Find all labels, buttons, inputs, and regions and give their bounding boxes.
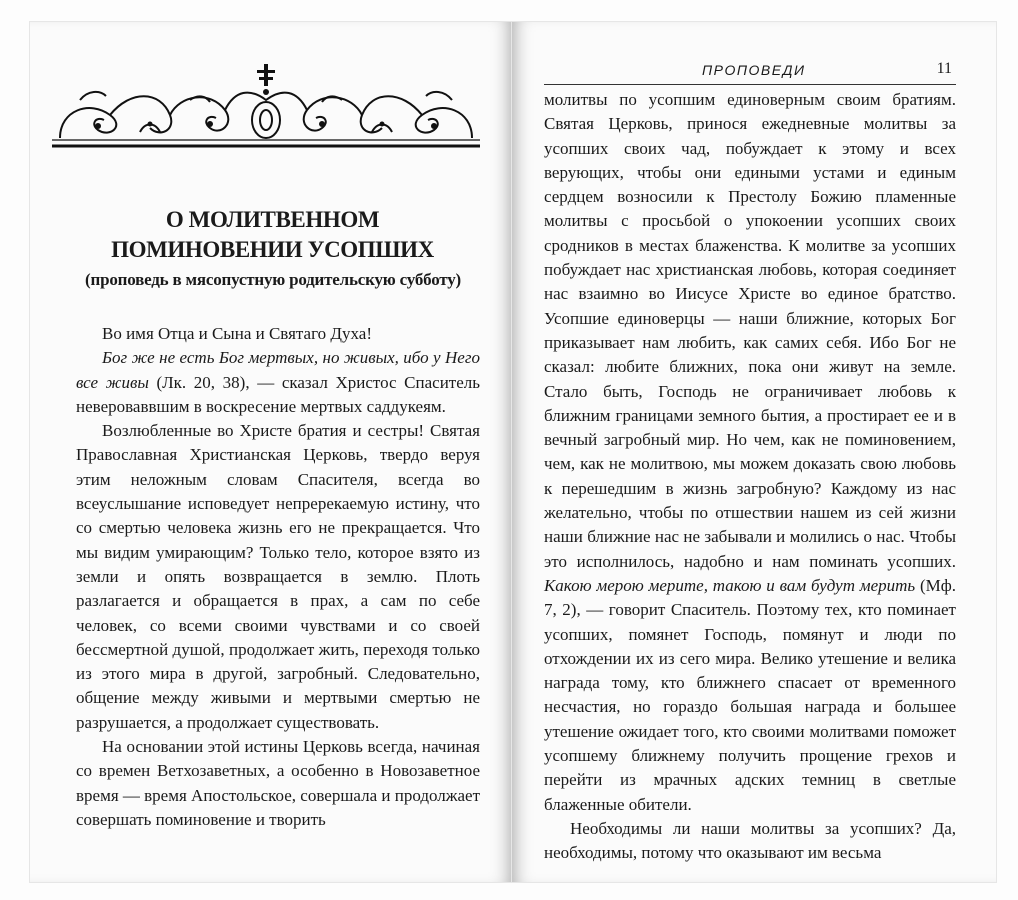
running-head-title: ПРОПОВЕДИ: [702, 62, 806, 78]
body-paragraph: На основании этой истины Церковь всегда, начиная со времен Ветхозаветных, а особенно в Новозаветное время — время Апостольское, совершала и продолжает совершать поминовение и творить: [76, 737, 481, 829]
body-text: (Мф. 7, 2), — говорит Спаситель. Поэтому тех, кто поминает усопших, помянет Господь, помянут и люди по отхождении их из сего мира. Велико утешение и велика награда тому, кто ближнего спасает от временного несчастия, но гораздо большая награда и большее утешение ожидает того, кто своими молитвами поможет усопшему ближнему получить прощение грехов и перейти из мрачных адских темниц в светлые блаженные обители.: [544, 575, 956, 814]
body-paragraph: Необходимы ли наши молитвы за усопших? Да, необходимы, потому что оказывают им весьма: [544, 818, 956, 863]
scripture-quote: Какою мерою мерите, такою и вам будут мерить: [544, 575, 916, 595]
invocation-line: Во имя Отца и Сына и Святаго Духа!: [102, 324, 372, 343]
sermon-title-line-2: ПОМИНОВЕНИИ УСОПШИХ: [111, 237, 434, 262]
ornamental-headpiece-icon: [50, 60, 482, 152]
sermon-subtitle: (проповедь в мясопустную родительскую субботу): [85, 270, 461, 289]
body-paragraph: [544, 88, 956, 817]
page-number: 11: [936, 60, 952, 77]
running-header: [544, 60, 956, 85]
scripture-reference: (Лк. 20, 38), — сказал Христос Спаситель невероваввшим в воскресение мертвых саддукеям.: [76, 372, 480, 416]
scripture-quote: Бог же не есть Бог мертвых, но живых, ибо у Него все живы: [76, 348, 480, 392]
sermon-title: [70, 205, 475, 265]
body-paragraph: Возлюбленные во Христе братия и сестры! Святая Православная Христианская Церковь, твердо веруя этим неложным словам Спасителя, всегда во всеуслышание исповедует непререкаемую истину, что со смертью человека жизнь его не прекращается. Что мы видим умирающим? Только тело, которое взято из земли и опять возвращается в землю. Плоть разлагается и обращается в прах, а сам по себе человек, со всеми своими чувствами и со своей бессмертной душой, продолжает жить, переходя только из этого мира в другой, загробный. Следовательно, общение между живыми и мертвыми смертью не разрушается, а продолжает существовать.: [76, 421, 480, 732]
right-page-body: [544, 88, 956, 866]
body-text: молитвы по усопшим единоверным своим братиям. Святая Церковь, принося ежедневные молитвы за усопших своих чад, побуждает к этому и всех верующих, чтобы они едиными устами и единым сердцем возносили к Престолу Божию пламенные молитвы с просьбой о упокоении усопших своих сродников в местах блаженства. К молитве за усопших побуждает нас христианская любовь, которая соединяет нас взаимно во Иисусе Христе во единое братство. Усопшие единоверцы — наши ближние, которых Бог приказывает нам любить, как самих себя. Ибо Бог не сказал: любите ближних, пока они живут на земле. Стало быть, Господь не ограничивает любовь к ближним границами земного бытия, а простирает ее и в вечный загробный мир. Но чем, как не поминовением, чем, как не молитвою, мы можем доказать свою любовь к перешедшим в жизнь загробную? Каждому из нас желательно, чтобы по отшествии нашем из сей жизни наши ближние нас не забывали и молились о нас. Чтобы это исполнилось, надобно и нам поминать усопших.: [544, 90, 956, 571]
sermon-title-line-1: О МОЛИТВЕННОМ: [165, 207, 380, 232]
left-page-body: [76, 322, 480, 832]
opening-quote-paragraph: [76, 346, 480, 419]
